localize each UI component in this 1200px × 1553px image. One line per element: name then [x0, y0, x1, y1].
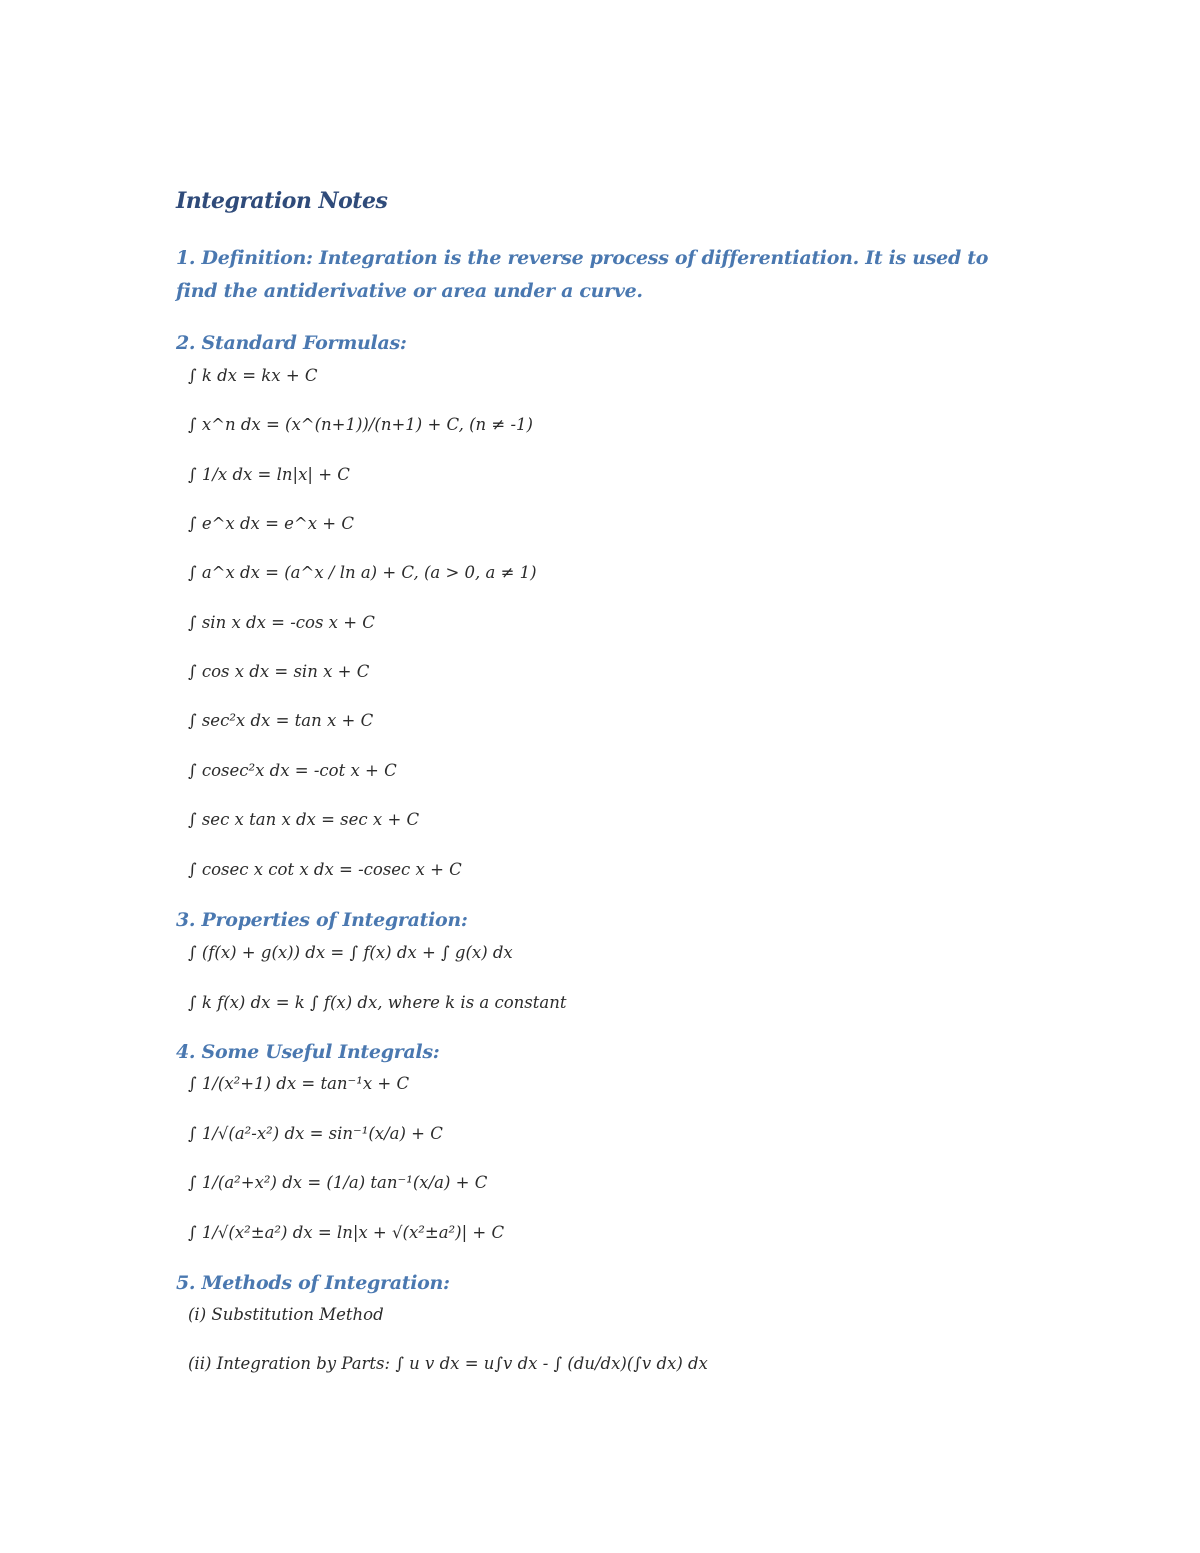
formula-item: ∫ 1/(a²+x²) dx = (1/a) tan⁻¹(x/a) + C [188, 1173, 488, 1192]
formula-item: ∫ a^x dx = (a^x / ln a) + C, (a > 0, a ≠ 1) [188, 563, 537, 582]
formula-item: ∫ 1/√(x²±a²) dx = ln|x + √(x²±a²)| + C [188, 1223, 505, 1242]
formula-item: ∫ sec²x dx = tan x + C [188, 711, 374, 730]
formula-item: ∫ x^n dx = (x^(n+1))/(n+1) + C, (n ≠ -1) [188, 415, 533, 434]
formula-item: ∫ sec x tan x dx = sec x + C [188, 810, 420, 829]
section-heading-methods: 5. Methods of Integration: [176, 1272, 450, 1294]
section-heading-standard-formulas: 2. Standard Formulas: [176, 332, 407, 354]
formula-item: ∫ cos x dx = sin x + C [188, 662, 370, 681]
section-heading-useful-integrals: 4. Some Useful Integrals: [176, 1041, 440, 1063]
page-title: Integration Notes [176, 188, 388, 214]
formula-item: ∫ k dx = kx + C [188, 366, 318, 385]
formula-item: ∫ k f(x) dx = k ∫ f(x) dx, where k is a constant [188, 993, 567, 1012]
formula-item: ∫ cosec x cot x dx = -cosec x + C [188, 860, 462, 879]
formula-item: ∫ cosec²x dx = -cot x + C [188, 761, 397, 780]
section-heading-properties: 3. Properties of Integration: [176, 909, 468, 931]
formula-item: ∫ 1/x dx = ln|x| + C [188, 465, 350, 484]
formula-item: ∫ sin x dx = -cos x + C [188, 613, 375, 632]
formula-item: ∫ e^x dx = e^x + C [188, 514, 354, 533]
formula-item: ∫ 1/√(a²-x²) dx = sin⁻¹(x/a) + C [188, 1124, 443, 1143]
definition-paragraph: 1. Definition: Integration is the reverse process of differentiation. It is used to find the antiderivative or area under a curve. [176, 247, 989, 302]
formula-item: (ii) Integration by Parts: ∫ u v dx = u∫v dx - ∫ (du/dx)(∫v dx) dx [188, 1354, 708, 1373]
formula-item: (i) Substitution Method [188, 1305, 384, 1324]
formula-item: ∫ (f(x) + g(x)) dx = ∫ f(x) dx + ∫ g(x) dx [188, 943, 513, 962]
formula-item: ∫ 1/(x²+1) dx = tan⁻¹x + C [188, 1074, 410, 1093]
